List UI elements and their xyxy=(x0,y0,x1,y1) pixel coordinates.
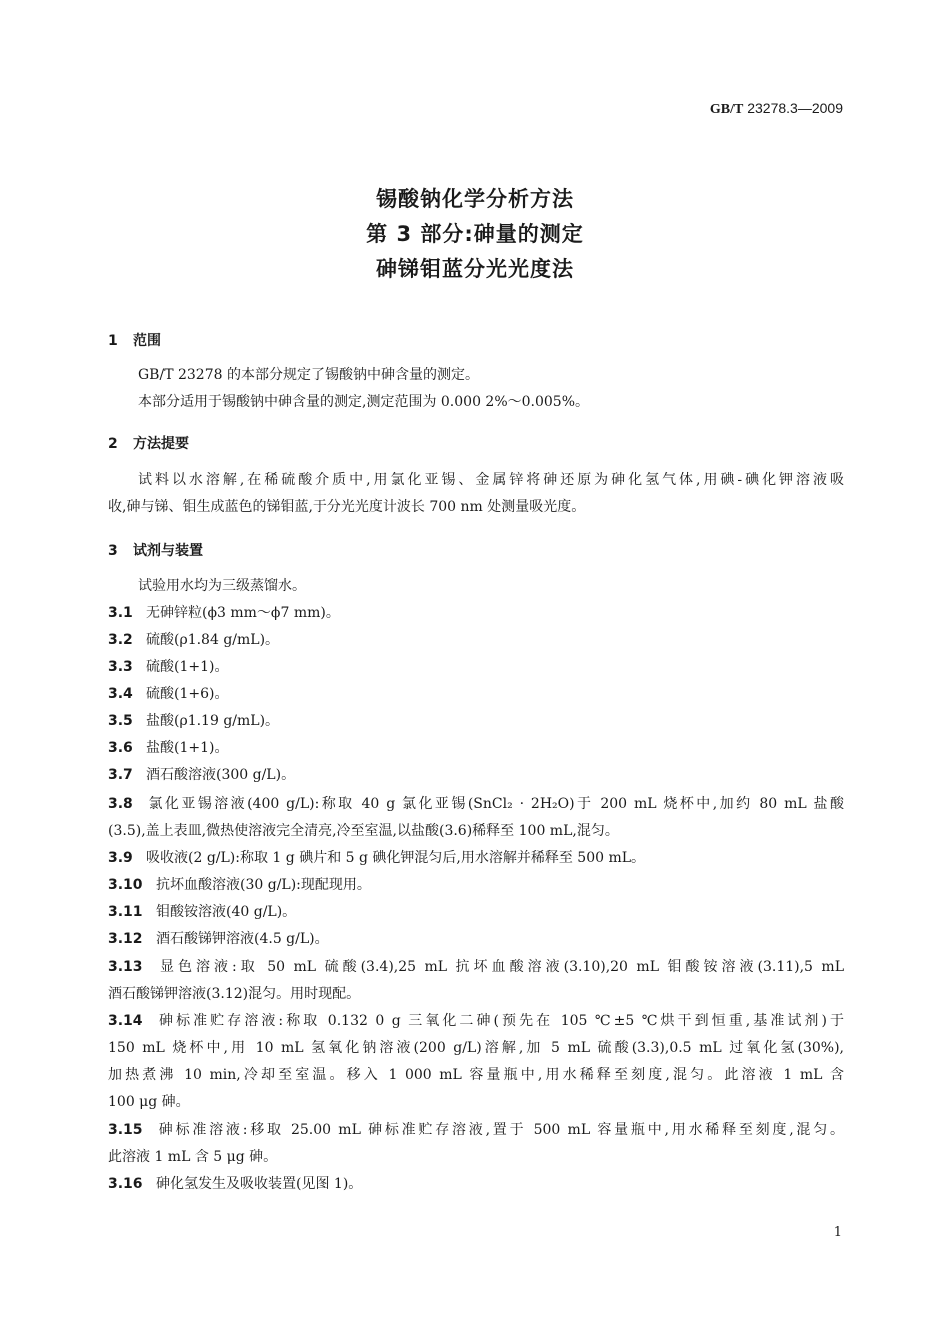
list-item-continuation: (3.5),盖上表皿,微热使溶液完全清亮,冷至室温,以盐酸(3.6)稀释至 100 mL,混匀。 xyxy=(108,823,619,839)
item-text: 砷标准溶液:移取 25.00 mL 砷标准贮存溶液,置于 500 mL 容量瓶中,用水稀释至刻度,混匀。 xyxy=(156,1122,844,1138)
item-text: 抗坏血酸溶液(30 g/L):现配现用。 xyxy=(156,877,371,893)
item-text: 硫酸(ρ1.84 g/mL)。 xyxy=(146,632,280,648)
section-title: 方法提要 xyxy=(133,436,189,452)
item-number: 3.16 xyxy=(108,1176,143,1192)
item-text: 无砷锌粒(ϕ3 mm～ϕ7 mm)。 xyxy=(146,605,340,621)
paragraph: GB/T 23278 的本部分规定了锡酸钠中砷含量的测定。 xyxy=(138,367,479,383)
list-item xyxy=(108,957,844,977)
title-line-2: 第 3 部分:砷量的测定 xyxy=(366,222,584,246)
item-text: 显色溶液:取 50 mL 硫酸(3.4),25 mL 抗坏血酸溶液(3.10),20 mL 钼酸铵溶液(3.11),5 mL xyxy=(156,959,844,975)
paragraph: 本部分适用于锡酸钠中砷含量的测定,测定范围为 0.000 2%～0.005%。 xyxy=(138,394,590,410)
section-title: 范围 xyxy=(133,333,161,349)
list-item xyxy=(108,603,844,623)
item-text: 盐酸(ρ1.19 g/mL)。 xyxy=(146,713,280,729)
paragraph: 试料以水溶解,在稀硫酸介质中,用氯化亚锡、金属锌将砷还原为砷化氢气体,用碘-碘化钾溶液吸 xyxy=(138,472,844,488)
item-text: 吸收液(2 g/L):称取 1 g 碘片和 5 g 碘化钾混匀后,用水溶解并稀释至 500 mL。 xyxy=(146,850,646,866)
section-1-heading xyxy=(108,330,161,350)
item-number: 3.3 xyxy=(108,659,133,675)
item-number: 3.6 xyxy=(108,740,133,756)
item-text: 氯化亚锡溶液(400 g/L):称取 40 g 氯化亚锡(SnCl₂ · 2H₂O)于 200 mL 烧杯中,加约 80 mL 盐酸 xyxy=(146,796,844,812)
item-text: 砷标准贮存溶液:称取 0.132 0 g 三氧化二砷(预先在 105 ℃±5 ℃烘干到恒重,基准试剂)于 xyxy=(156,1013,844,1029)
item-number: 3.4 xyxy=(108,686,133,702)
section-3-heading xyxy=(108,540,203,560)
item-number: 3.11 xyxy=(108,904,143,920)
list-item xyxy=(108,1174,844,1194)
item-text: 盐酸(1+1)。 xyxy=(146,740,229,756)
section-number: 1 xyxy=(108,333,118,349)
list-item xyxy=(108,765,844,785)
title-line-3: 砷锑钼蓝分光光度法 xyxy=(376,257,574,281)
item-number: 3.9 xyxy=(108,850,133,866)
list-item-continuation: 酒石酸锑钾溶液(3.12)混匀。用时现配。 xyxy=(108,986,361,1002)
item-number: 3.13 xyxy=(108,959,143,975)
item-text: 硫酸(1+6)。 xyxy=(146,686,229,702)
item-number: 3.5 xyxy=(108,713,133,729)
title-line-1: 锡酸钠化学分析方法 xyxy=(376,187,574,211)
standard-number: 23278.3—2009 xyxy=(747,100,843,116)
list-item xyxy=(108,1011,844,1031)
item-number: 3.10 xyxy=(108,877,143,893)
item-number: 3.8 xyxy=(108,796,133,812)
item-text: 酒石酸溶液(300 g/L)。 xyxy=(146,767,296,783)
list-item xyxy=(108,875,844,895)
list-item xyxy=(108,1120,844,1140)
item-number: 3.7 xyxy=(108,767,133,783)
list-item xyxy=(108,848,844,868)
standard-prefix: GB/T xyxy=(709,102,744,117)
item-number: 3.1 xyxy=(108,605,133,621)
item-text: 砷化氢发生及吸收装置(见图 1)。 xyxy=(156,1176,363,1192)
section-number: 2 xyxy=(108,436,118,452)
list-item xyxy=(108,684,844,704)
item-number: 3.14 xyxy=(108,1013,143,1029)
list-item xyxy=(108,902,844,922)
item-number: 3.12 xyxy=(108,931,143,947)
list-item xyxy=(108,657,844,677)
list-item xyxy=(108,630,844,650)
page-number: 1 xyxy=(833,1225,842,1240)
section-title: 试剂与装置 xyxy=(133,543,203,559)
paragraph: 试验用水均为三级蒸馏水。 xyxy=(138,578,306,594)
item-text: 酒石酸锑钾溶液(4.5 g/L)。 xyxy=(156,931,329,947)
list-item xyxy=(108,794,844,814)
section-number: 3 xyxy=(108,543,118,559)
list-item xyxy=(108,711,844,731)
list-item-continuation: 此溶液 1 mL 含 5 μg 砷。 xyxy=(108,1149,278,1165)
item-number: 3.2 xyxy=(108,632,133,648)
list-item xyxy=(108,929,844,949)
item-text: 硫酸(1+1)。 xyxy=(146,659,229,675)
section-2-heading xyxy=(108,433,189,453)
list-item-continuation: 加热煮沸 10 min,冷却至室温。移入 1 000 mL 容量瓶中,用水稀释至刻度,混匀。此溶液 1 mL 含 xyxy=(108,1067,844,1083)
item-text: 钼酸铵溶液(40 g/L)。 xyxy=(156,904,297,920)
list-item-continuation: 150 mL 烧杯中,用 10 mL 氢氧化钠溶液(200 g/L)溶解,加 5 mL 硫酸(3.3),0.5 mL 过氧化氢(30%), xyxy=(108,1040,844,1056)
item-number: 3.15 xyxy=(108,1122,143,1138)
standard-code xyxy=(710,100,843,118)
paragraph-continuation: 收,砷与锑、钼生成蓝色的锑钼蓝,于分光光度计波长 700 nm 处测量吸光度。 xyxy=(108,499,586,515)
list-item xyxy=(108,738,844,758)
list-item-continuation: 100 μg 砷。 xyxy=(108,1094,190,1110)
